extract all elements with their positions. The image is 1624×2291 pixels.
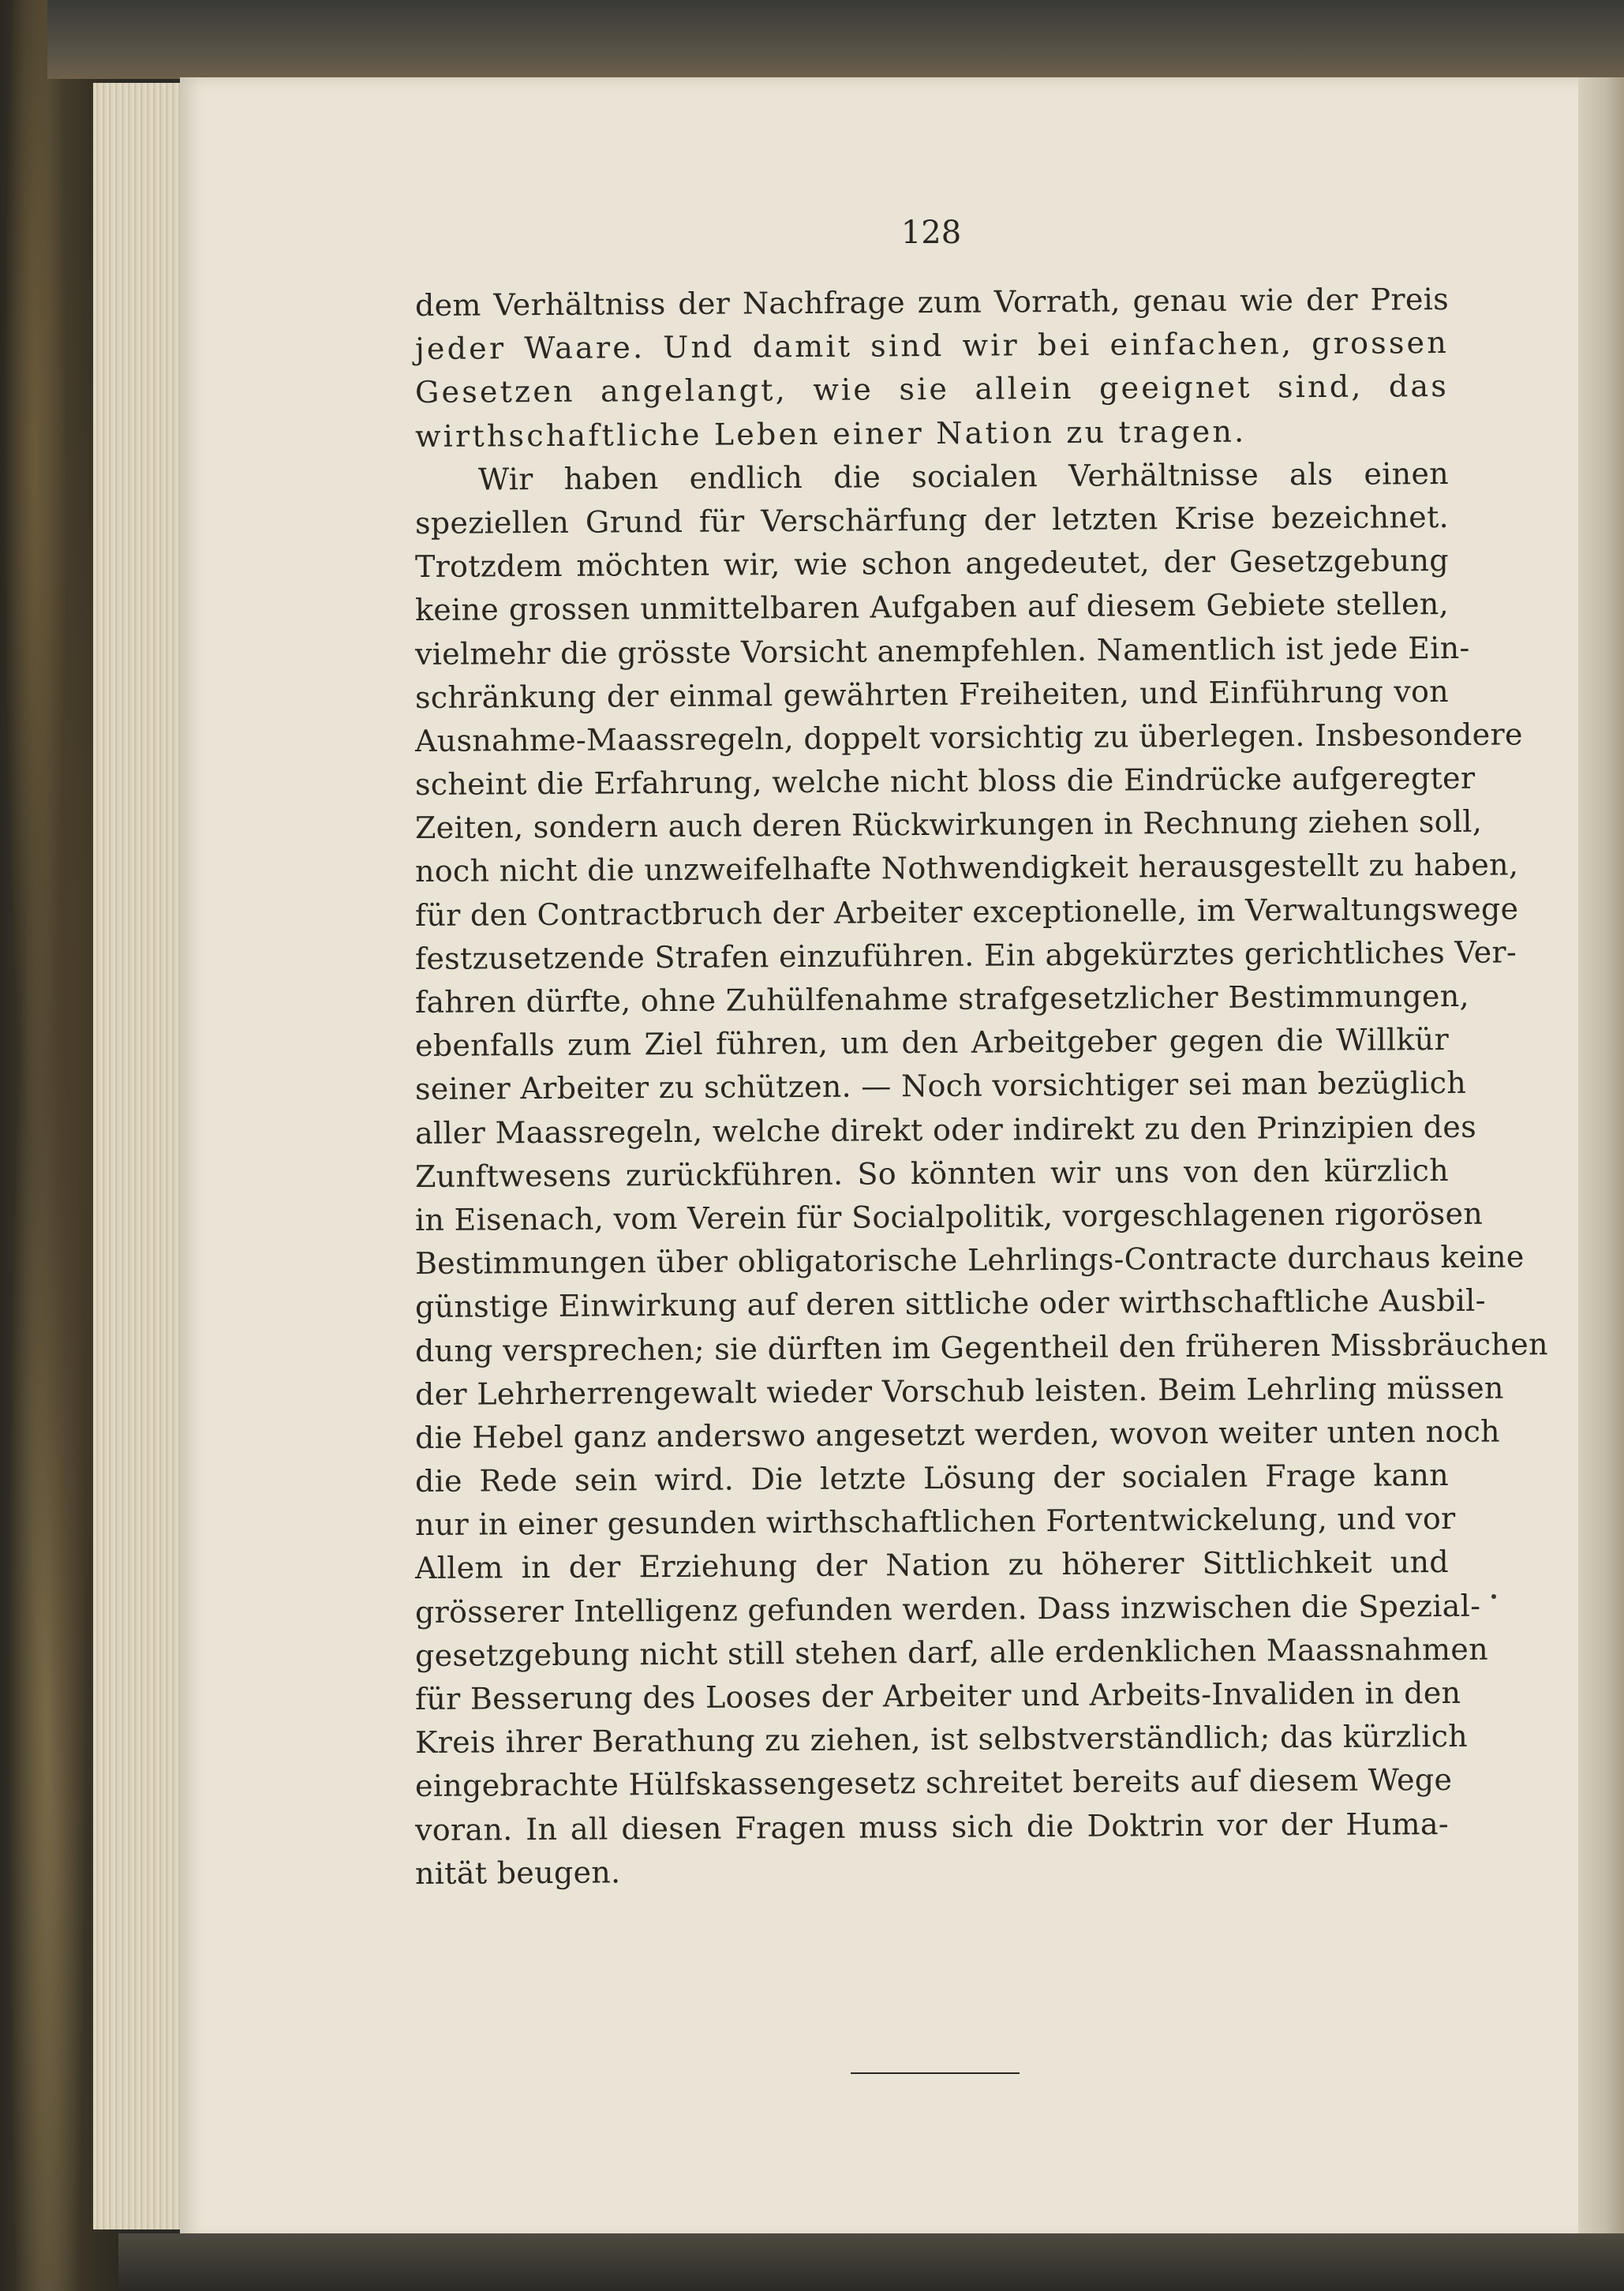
text-line: die Rede sein wird. Die letzte Lösung der socialen Frage kann [414, 1458, 1450, 1499]
text-line: Zunftwesens zurückführen. So könnten wir uns von den kürzlich [414, 1152, 1450, 1194]
text-line: jeder Waare. Und damit sind wir bei einfachen, grossen [414, 325, 1450, 367]
text-line: aller Maassregeln, welche direkt oder indirekt zu den Prinzipien des [414, 1109, 1477, 1151]
text-line: Bestimmungen über obligatorische Lehrlings-Contracte durchaus keine [414, 1239, 1525, 1282]
text-line: die Hebel ganz anderswo angesetzt werden, wovon weiter unten noch [414, 1413, 1501, 1455]
text-line: seiner Arbeiter zu schützen. — Noch vorsichtiger sei man bezüglich [414, 1065, 1467, 1107]
text-line: noch nicht die unzweifelhafte Nothwendigkeit herausgestellt zu haben, [414, 847, 1519, 889]
text-line: Gesetzen angelangt, wie sie allein geeignet sind, das [414, 369, 1450, 410]
text-line: schränkung der einmal gewährten Freiheiten, und Einführung von [414, 673, 1450, 715]
text-line: nität beugen. [414, 1855, 621, 1891]
text-line: nur in einer gesunden wirthschaftlichen Fortentwickelung, und vor [414, 1501, 1456, 1543]
page-number: 128 [900, 215, 962, 251]
body-text [414, 281, 1548, 1896]
book-bottom-edge [118, 2233, 1624, 2291]
text-line: scheint die Erfahrung, welche nicht bloss die Eindrücke aufgeregter [414, 760, 1476, 803]
text-line: in Eisenach, vom Verein für Socialpolitik, vorgeschlagenen rigorösen [414, 1196, 1484, 1237]
section-end-rule [851, 2072, 1020, 2074]
text-line: speziellen Grund für Verschärfung der letzten Krise bezeichnet. [414, 499, 1450, 541]
text-line: für Besserung des Looses der Arbeiter und Arbeits-Invaliden in den [414, 1675, 1461, 1716]
text-line: Allem in der Erziehung der Nation zu höherer Sittlichkeit und [414, 1544, 1450, 1586]
text-line: wirthschaftliche Leben einer Nation zu tragen. [414, 414, 1247, 454]
text-line: dem Verhältniss der Nachfrage zum Vorrath, genau wie der Preis [414, 281, 1450, 323]
text-line: fahren dürfte, ohne Zuhülfenahme strafgesetzlicher Bestimmungen, [414, 978, 1470, 1020]
text-line: voran. In all diesen Fragen muss sich die Doktrin vor der Huma- [414, 1806, 1450, 1847]
text-line: Ausnahme-Maassregeln, doppelt vorsichtig zu überlegen. Insbesondere [414, 717, 1523, 758]
text-line: dung versprechen; sie dürften im Gegentheil den früheren Missbräuchen [414, 1326, 1548, 1368]
text-line: vielmehr die grösste Vorsicht anempfehlen. Namentlich ist jede Ein- [414, 630, 1470, 672]
text-line: ebenfalls zum Ziel führen, um den Arbeitgeber gegen die Willkür [414, 1022, 1450, 1064]
page-stack-edge [93, 83, 180, 2229]
text-line: Kreis ihrer Berathung zu ziehen, ist selbstverständlich; das kürzlich [414, 1719, 1469, 1761]
book-cover-top [47, 0, 1624, 79]
text-line: Zeiten, sondern auch deren Rückwirkungen in Rechnung ziehen soll, [414, 803, 1483, 846]
text-line: für den Contractbruch der Arbeiter exceptionelle, im Verwaltungswege [414, 891, 1519, 933]
text-line: der Lehrherrengewalt wieder Vorschub leisten. Beim Lehrling müssen [414, 1370, 1504, 1412]
text-line: eingebrachte Hülfskassengesetz schreitet bereits auf diesem Wege [414, 1762, 1453, 1804]
text-line: Trotzdem möchten wir, wie schon angedeutet, der Gesetzgebung [414, 543, 1450, 585]
text-line: festzusetzende Strafen einzuführen. Ein abgekürztes gerichtliches Ver- [414, 934, 1517, 976]
text-line: gesetzgebung nicht still stehen darf, alle erdenklichen Maassnahmen [414, 1631, 1489, 1673]
ink-speck [1491, 1594, 1496, 1599]
text-line: günstige Einwirkung auf deren sittliche oder wirthschaftliche Ausbil- [414, 1283, 1486, 1325]
text-line: keine grossen unmittelbaren Aufgaben auf diesem Gebiete stellen, [414, 586, 1450, 628]
text-line: grösserer Intelligenz gefunden werden. Dass inzwischen die Spezial- [414, 1588, 1481, 1630]
page-gutter-shadow [1578, 77, 1624, 2240]
text-line: Wir haben endlich die socialen Verhältnisse als einen [477, 455, 1450, 497]
